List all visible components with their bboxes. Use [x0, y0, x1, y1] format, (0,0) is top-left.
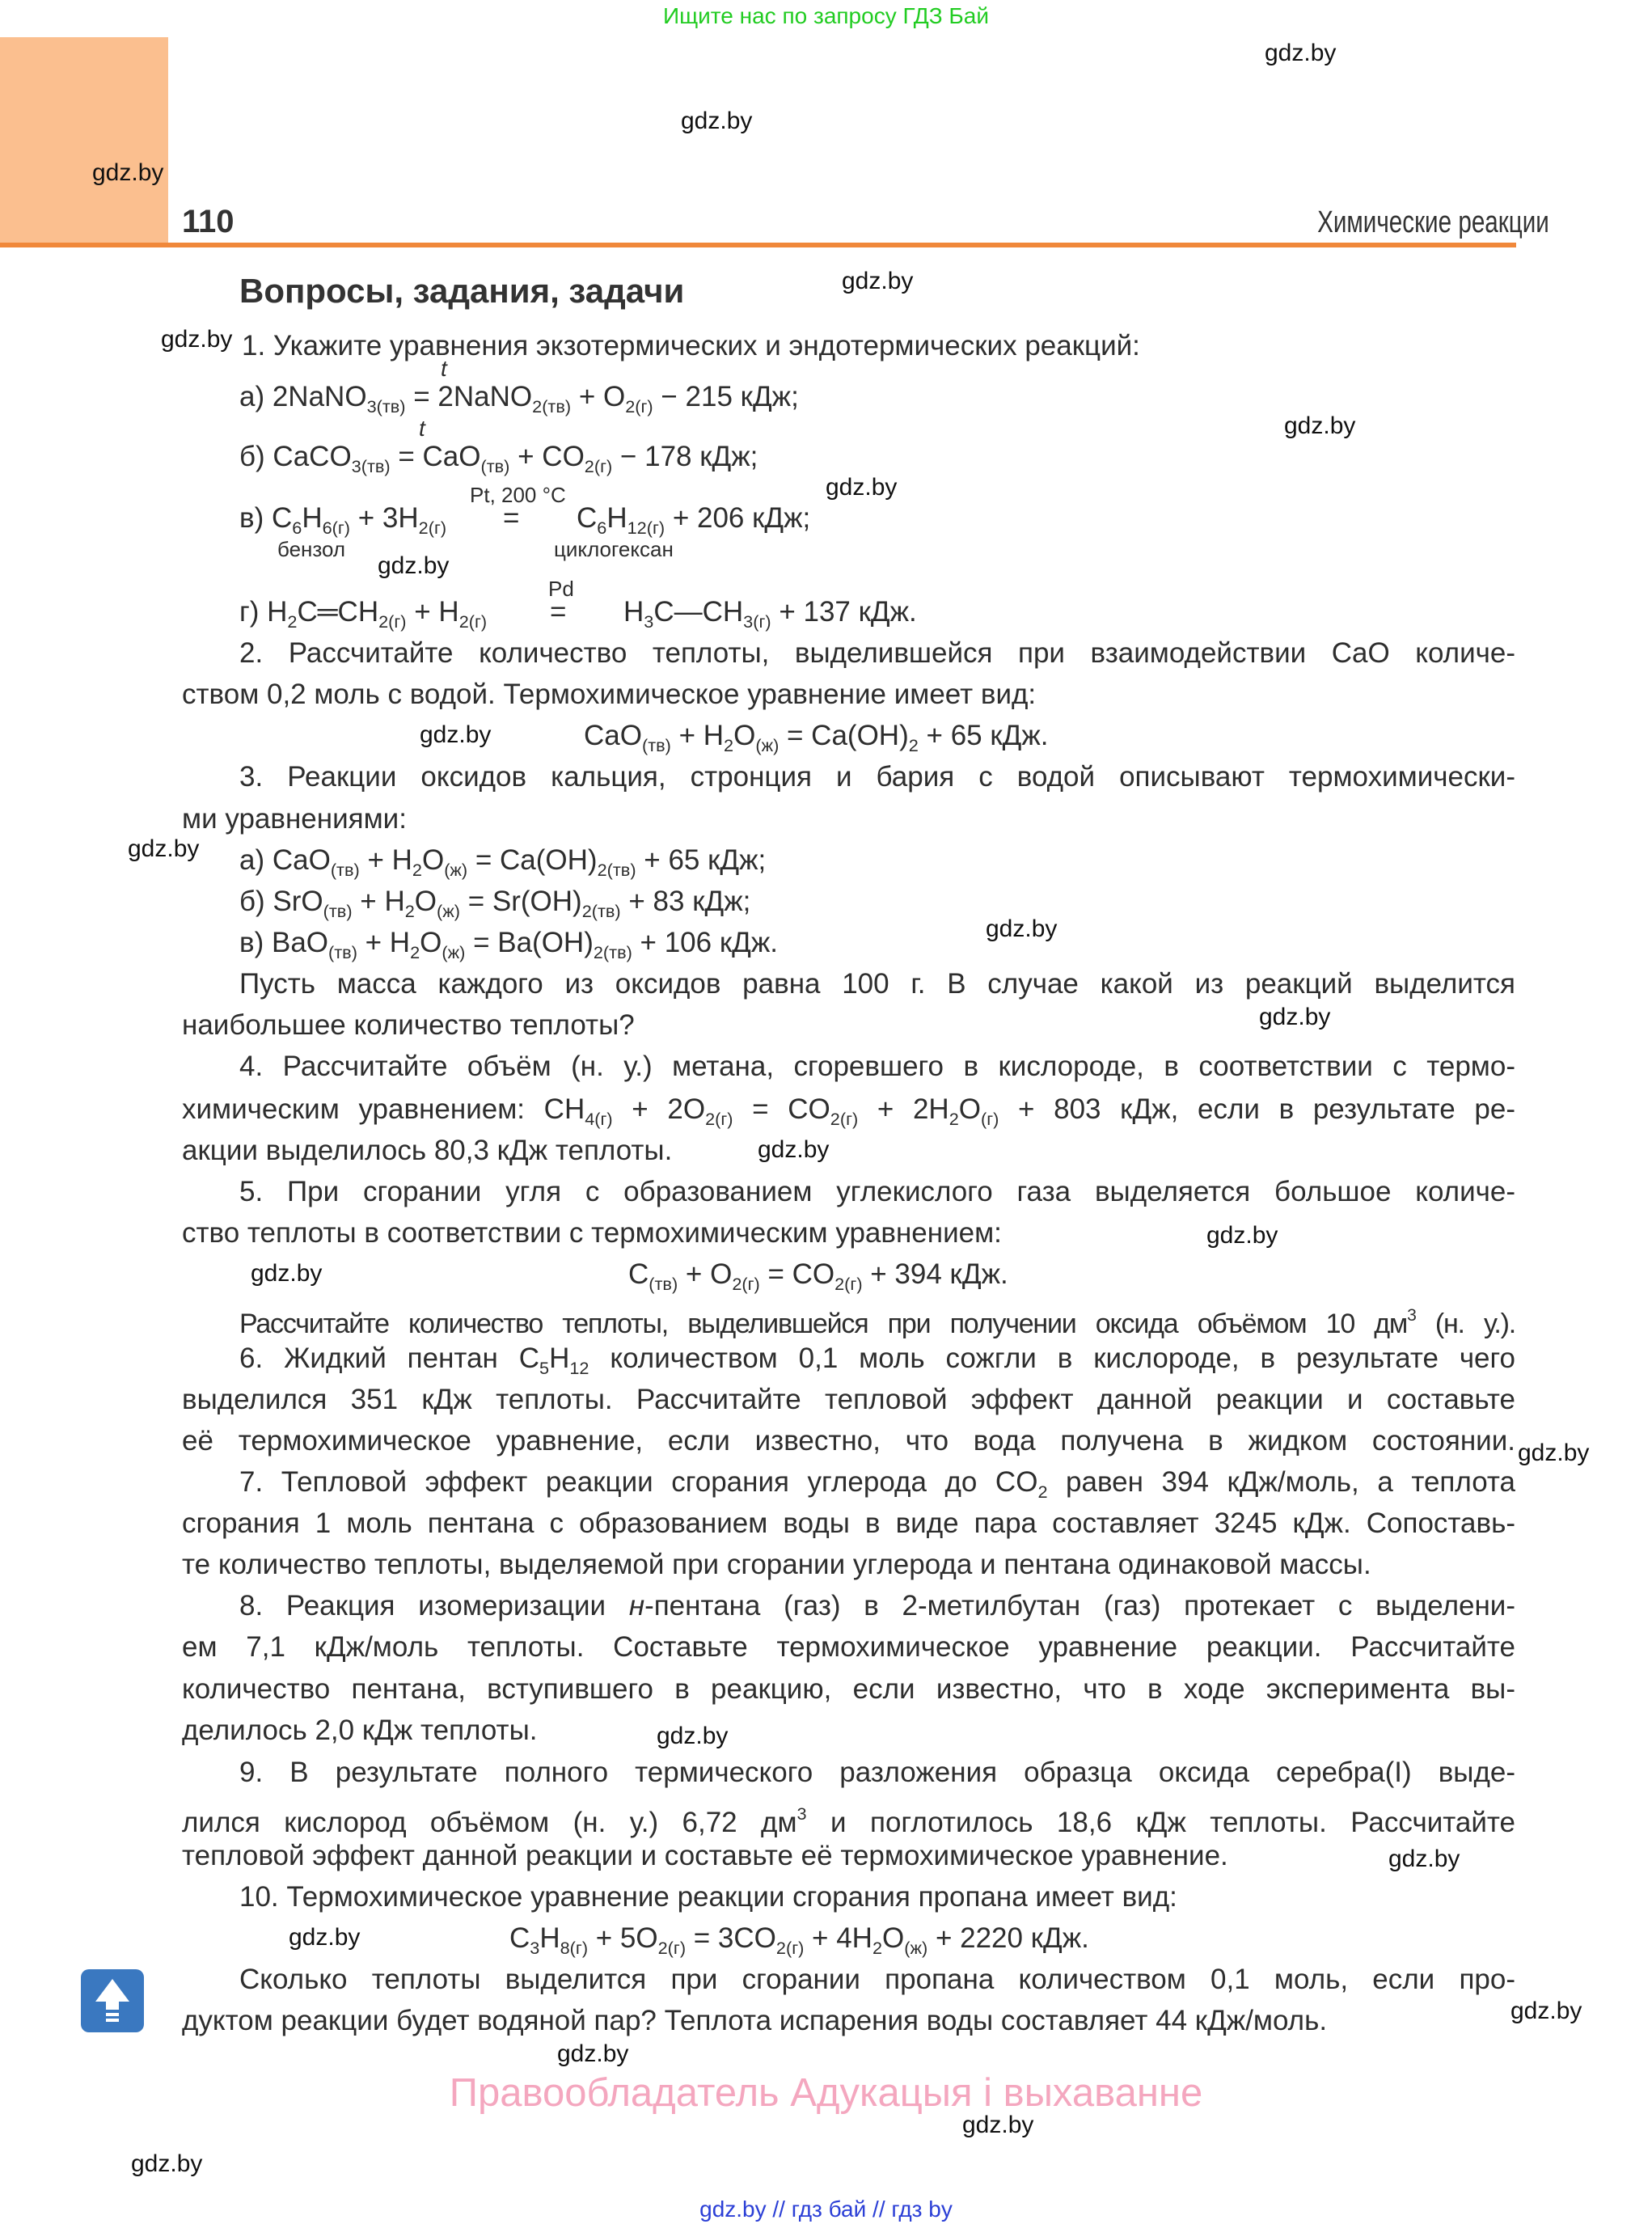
watermark: gdz.by [1388, 1846, 1460, 1872]
subscript: 2(тв) [581, 901, 621, 922]
text-run: и поглотилось 18,6 кДж теплоты. Рассчитайте [806, 1807, 1515, 1839]
subscript: (ж) [904, 1938, 928, 1959]
text-run: − 215 кДж; [653, 381, 799, 412]
text-run: O [420, 927, 442, 958]
task-9-line [182, 1793, 1515, 1839]
text-run: 10. Термохимическое уравнение реакции сгорания пропана имеет вид: [239, 1881, 1177, 1913]
text-run: = CaO [390, 441, 481, 472]
superscript: 3 [796, 1803, 807, 1824]
subscript: 3(тв) [351, 456, 391, 477]
watermark: gdz.by [1284, 412, 1356, 439]
subscript: 8(г) [560, 1938, 589, 1959]
text-run: Сколько теплоты выделится при сгорании пропана количеством 0,1 моль, если про- [239, 1964, 1515, 1995]
section-title: Вопросы, задания, задачи [239, 272, 685, 310]
text-run: в) C [239, 502, 293, 534]
text-run: + 394 кДж. [862, 1258, 1008, 1290]
text-run: + 206 кДж; [665, 502, 811, 534]
equation-1a [239, 376, 799, 417]
subscript: 6 [597, 518, 607, 539]
footer-links[interactable]: gdz.by // гдз бай // гдз by [699, 2197, 953, 2222]
watermark: gdz.by [289, 1924, 361, 1951]
text-run: 1. Укажите уравнения экзотермических и эндотермических реакций: [242, 330, 1140, 362]
task-7-line [182, 1544, 1515, 1585]
text-run: 3. Реакции оксидов кальция, стронция и бария с водой описывают термохимически- [239, 761, 1515, 793]
text-run: C—CH [653, 596, 744, 628]
text-run: 4. Рассчитайте объём (н. у.) метана, сгоревшего в кислороде, в соответствии с термо- [239, 1051, 1515, 1082]
task-2-line [182, 674, 1515, 715]
subscript: 6 [292, 518, 302, 539]
subscript: 3(г) [743, 611, 771, 632]
text-run: H [549, 1342, 570, 1374]
text-run: = CO [733, 1093, 830, 1125]
subscript: 2 [404, 901, 415, 922]
text-run: = 3CO [686, 1922, 776, 1954]
task-2-line [182, 632, 1515, 674]
text-run: + H [352, 886, 405, 917]
text-run: H [539, 1922, 560, 1954]
copyright-notice: Правообладатель Адукацыя і выхаванне [449, 2071, 1203, 2115]
watermark: gdz.by [657, 1723, 729, 1749]
text-run: ством 0,2 моль с водой. Термохимическое уравнение имеет вид: [182, 679, 1037, 710]
task-8-line [182, 1710, 1515, 1751]
text-run: + O [571, 381, 626, 412]
text-run: = Ca(OH) [779, 720, 909, 751]
subscript: (тв) [649, 1274, 678, 1295]
text-run: 6. Жидкий пентан C [239, 1342, 540, 1374]
equation-3b [239, 881, 750, 922]
text-run: O [733, 720, 756, 751]
text-run: 8. Реакция изомеризации [239, 1590, 629, 1621]
catalyst-label: Pd [548, 577, 574, 601]
text-run: + H [359, 844, 412, 876]
watermark: gdz.by [161, 326, 233, 353]
text-run: выделился 351 кДж теплоты. Рассчитайте тепловой эффект данной реакции и составьте [182, 1384, 1515, 1415]
subscript: 2(тв) [597, 860, 636, 881]
subscript: 2(тв) [593, 942, 632, 963]
text-run: = Ba(OH) [465, 927, 594, 958]
text-run: + H [406, 596, 459, 628]
equation-1g-right [623, 591, 917, 632]
task-5-line [182, 1295, 1516, 1339]
subscript: 2 [410, 942, 420, 963]
text-run: 9. В результате полного термического разложения образца оксида серебра(I) выде- [239, 1757, 1515, 1788]
superscript: 3 [1407, 1306, 1416, 1325]
subscript: (тв) [330, 860, 360, 881]
equation-3a [239, 839, 766, 881]
subscript: 12 [569, 1358, 589, 1379]
task-10-line [182, 1959, 1515, 2000]
text-run: б) CaCO [239, 441, 352, 472]
text-run: + 803 кДж, если в результате ре- [999, 1093, 1515, 1125]
subscript: 4(г) [585, 1109, 613, 1130]
advanced-task-arrow-up-icon [81, 1969, 144, 2032]
equation-1g-left [239, 591, 487, 632]
equation-1v-right [577, 497, 810, 539]
watermark: gdz.by [131, 2150, 203, 2177]
text-run: + H [670, 720, 725, 751]
task-10-line [182, 2000, 1515, 2041]
text-run: г) H [239, 596, 288, 628]
watermark: gdz.by [1259, 1004, 1331, 1030]
text-run: = 2NaNO [405, 381, 533, 412]
watermark: gdz.by [826, 474, 898, 501]
watermark: gdz.by [1206, 1222, 1278, 1249]
watermark: gdz.by [557, 2040, 629, 2067]
task-4-line [182, 1046, 1515, 1087]
text-run: H [302, 502, 323, 534]
text-run: + CO [509, 441, 585, 472]
catalyst-label: Pt, 200 °C [470, 483, 566, 507]
text-run: + 5O [588, 1922, 658, 1954]
text-run: = Sr(OH) [459, 886, 582, 917]
text-run: делилось 2,0 кДж теплоты. [182, 1715, 538, 1746]
subscript: 2(г) [625, 396, 653, 417]
text-run: а) 2NaNO [239, 381, 367, 412]
text-run: количеством 0,1 моль сожгли в кислороде, в результате чего [589, 1342, 1515, 1374]
task-8-line [182, 1585, 1515, 1626]
text-run: O [414, 886, 437, 917]
text-run: 7. Тепловой эффект реакции сгорания углерода до CO [239, 1466, 1038, 1498]
watermark: gdz.by [758, 1136, 830, 1163]
text-run: сгорания 1 моль пентана с образованием воды в виде пара составляет 3245 кДж. Сопоставь- [182, 1507, 1515, 1539]
subscript: 12(г) [627, 518, 665, 539]
text-run: + 65 кДж; [636, 844, 767, 876]
text-run: = Ca(OH) [467, 844, 598, 876]
text-run: H [623, 596, 644, 628]
watermark: gdz.by [1265, 40, 1337, 66]
text-run: + 137 кДж. [771, 596, 917, 628]
subscript: 2 [1037, 1482, 1048, 1503]
task-6-line [182, 1420, 1515, 1461]
watermark: gdz.by [1518, 1440, 1590, 1466]
search-banner[interactable]: Ищите нас по запросу ГДЗ Бай [662, 3, 990, 28]
subscript: 5 [539, 1358, 550, 1379]
subscript: 2 [287, 611, 298, 632]
subscript: (ж) [437, 901, 460, 922]
subscript: 2 [949, 1109, 959, 1130]
text-run: Рассчитайте количество теплоты, выделившейся при получении оксида объёмом 10 дм [239, 1308, 1408, 1339]
subscript: 2(г) [584, 456, 613, 477]
task-4-line [182, 1089, 1515, 1130]
text-run: (н. у.). [1415, 1308, 1516, 1339]
subscript: 2 [908, 735, 919, 756]
task-9-line [182, 1752, 1515, 1793]
text-run: наибольшее количество теплоты? [182, 1009, 635, 1041]
task-7-line [182, 1503, 1515, 1544]
subscript: 2(г) [657, 1938, 687, 1959]
subscript: (ж) [755, 735, 780, 756]
subscript: (тв) [323, 901, 353, 922]
text-run: ми уравнениями: [182, 803, 407, 835]
watermark: gdz.by [1510, 1998, 1582, 2024]
watermark: gdz.by [420, 721, 492, 748]
watermark: gdz.by [92, 159, 164, 186]
subscript: 3 [644, 611, 654, 632]
watermark: gdz.by [962, 2112, 1034, 2138]
text-run: количество пентана, вступившего в реакцию, если известно, что в ходе эксперимента вы- [182, 1673, 1515, 1705]
task-8-line [182, 1668, 1515, 1710]
text-run: лился кислород объёмом (н. у.) 6,72 дм [182, 1807, 797, 1839]
text-run: дуктом реакции будет водяной пар? Теплота испарения воды составляет 44 кДж/моль. [182, 2005, 1328, 2036]
subscript: 2(г) [458, 611, 488, 632]
page-number: 110 [182, 204, 234, 239]
task-3-line [182, 798, 1515, 839]
text-run: − 178 кДж; [612, 441, 758, 472]
equation-2 [584, 715, 1049, 756]
benzene-label: бензол [277, 537, 346, 561]
subscript: 2(г) [732, 1274, 760, 1295]
chapter-tab [0, 37, 168, 245]
text-run: C [628, 1258, 649, 1290]
subscript: 3 [530, 1938, 540, 1959]
subscript: 2(г) [705, 1109, 733, 1130]
task-6-line [182, 1379, 1515, 1420]
text-run: те количество теплоты, выделяемой при сгорании углерода и пентана одинаковой массы. [182, 1549, 1371, 1580]
equation-1b [239, 436, 758, 477]
italic-text: н [628, 1590, 645, 1621]
equation-1v-left [239, 497, 446, 539]
text-run: -пентана (газ) в 2-метилбутан (газ) протекает с выделени- [644, 1590, 1515, 1621]
text-run: = [503, 502, 520, 534]
task-5-line [182, 1171, 1515, 1212]
subscript: 2 [412, 860, 422, 881]
text-run: + 2H [858, 1093, 949, 1125]
text-run: + 83 кДж; [620, 886, 751, 917]
text-run: б) SrO [239, 886, 323, 917]
equation-3v [239, 922, 778, 963]
text-run: + 3H [350, 502, 419, 534]
subscript: 3(тв) [366, 396, 406, 417]
task-8-line [182, 1626, 1515, 1668]
subscript: 2 [872, 1938, 883, 1959]
condition-label: t [441, 356, 447, 381]
subscript: 2 [724, 735, 734, 756]
text-run: C [577, 502, 598, 534]
text-run: + 65 кДж. [918, 720, 1049, 751]
subscript: 2(г) [830, 1109, 859, 1130]
watermark: gdz.by [378, 552, 450, 579]
task-4-line [182, 1130, 1515, 1171]
text-run: ство теплоты в соответствии с термохимическим уравнением: [182, 1217, 1002, 1249]
subscript: 6(г) [322, 518, 351, 539]
text-run: H [606, 502, 627, 534]
task-10-line [182, 1876, 1515, 1917]
text-run: O [882, 1922, 905, 1954]
text-run: тепловой эффект данной реакции и составьте её термохимическое уравнение. [182, 1840, 1228, 1871]
watermark: gdz.by [842, 268, 914, 294]
task-3-line [182, 756, 1515, 797]
text-run: химическим уравнением: CH [182, 1093, 585, 1125]
cyclohexane-label: циклогексан [554, 537, 674, 561]
text-run: = [550, 596, 567, 628]
subscript: (ж) [442, 942, 466, 963]
subscript: (ж) [444, 860, 468, 881]
text-run: + H [357, 927, 411, 958]
subscript: (тв) [480, 456, 510, 477]
text-run: CaO [584, 720, 642, 751]
text-run: O [958, 1093, 981, 1125]
text-run: в) BaO [239, 927, 329, 958]
text-run: C [509, 1922, 530, 1954]
text-run: + 106 кДж. [632, 927, 778, 958]
text-run: + 2O [612, 1093, 706, 1125]
text-run: C═CH [297, 596, 379, 628]
equation-5 [628, 1254, 1008, 1295]
text-run: ем 7,1 кДж/моль теплоты. Составьте термохимическое уравнение реакции. Рассчитайте [182, 1631, 1515, 1663]
text-run: + 4H [804, 1922, 872, 1954]
text-run: Пусть масса каждого из оксидов равна 100 г. В случае какой из реакций выделится [239, 968, 1515, 1000]
text-run: O [421, 844, 445, 876]
text-run: её термохимическое уравнение, если известно, что вода получена в жидком состоянии. [182, 1425, 1515, 1457]
watermark: gdz.by [986, 915, 1058, 942]
header-rule [0, 243, 1516, 247]
subscript: (тв) [328, 942, 357, 963]
watermark: gdz.by [128, 835, 200, 862]
text-run: равен 394 кДж/моль, а теплота [1047, 1466, 1515, 1498]
condition-label: t [419, 416, 425, 441]
task-3-line [182, 963, 1515, 1004]
text-run: = CO [759, 1258, 835, 1290]
watermark: gdz.by [681, 108, 753, 134]
subscript: (г) [981, 1109, 999, 1130]
task-6-line [182, 1338, 1515, 1379]
task-9-line [182, 1835, 1515, 1876]
subscript: 2(тв) [532, 396, 572, 417]
text-run: + O [678, 1258, 733, 1290]
task-7-line [182, 1461, 1515, 1503]
text-run: + 2220 кДж. [927, 1922, 1089, 1954]
subscript: 2(г) [834, 1274, 863, 1295]
text-run: 2. Рассчитайте количество теплоты, выделившейся при взаимодействии CaO количе- [239, 637, 1515, 669]
text-run: 5. При сгорании угля с образованием углекислого газа выделяется большое количе- [239, 1176, 1515, 1207]
subscript: 2(г) [775, 1938, 805, 1959]
text-run: а) CaO [239, 844, 331, 876]
running-head: Химические реакции [1317, 205, 1549, 239]
text-run: акции выделилось 80,3 кДж теплоты. [182, 1135, 673, 1166]
subscript: 2(г) [378, 611, 407, 632]
task-5-line [182, 1212, 1515, 1254]
equation-10 [509, 1917, 1089, 1959]
subscript: (тв) [641, 735, 671, 756]
subscript: 2(г) [418, 518, 447, 539]
watermark: gdz.by [251, 1260, 323, 1287]
